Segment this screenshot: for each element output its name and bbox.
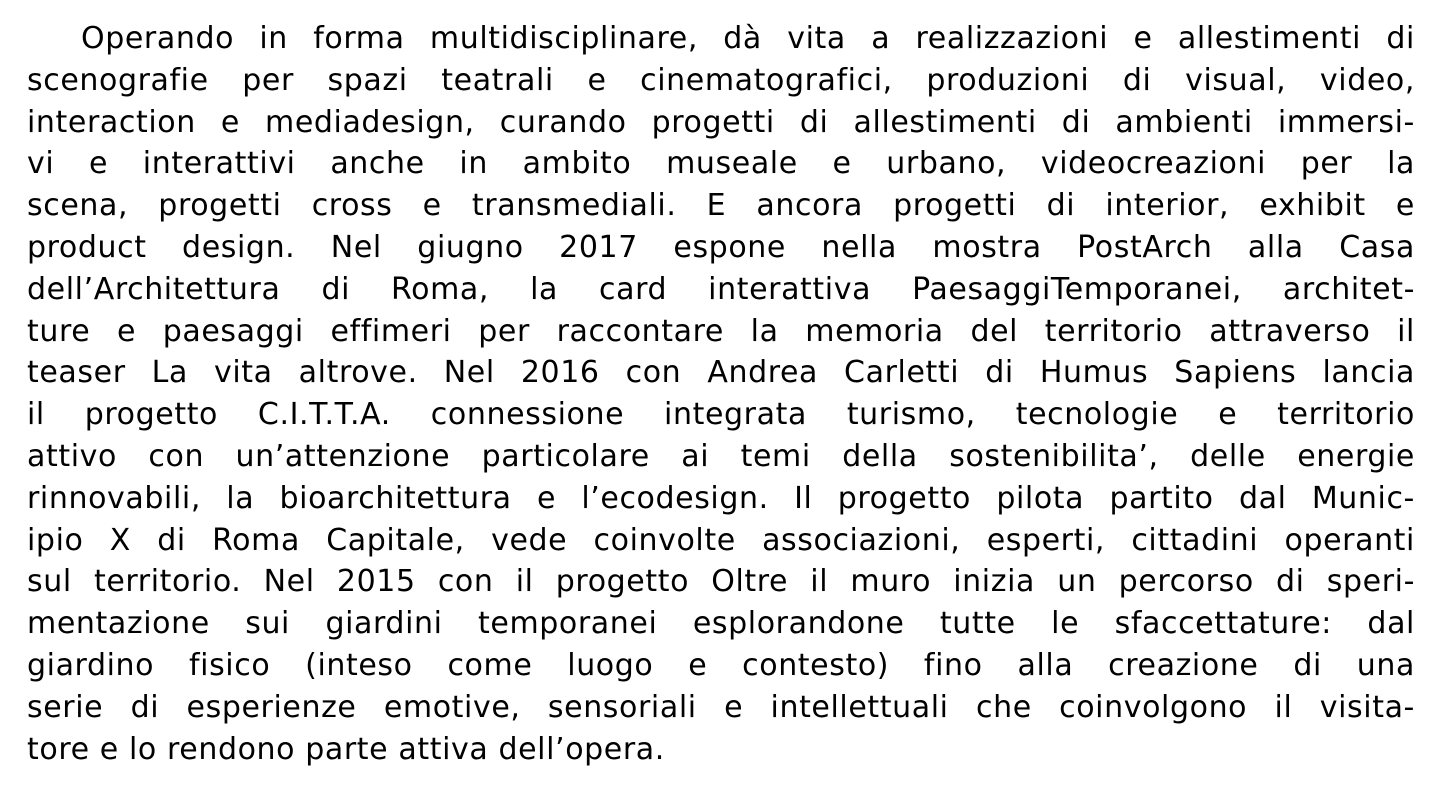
paragraph-line: vi e interattivi anche in ambito museale e urbano, videocreazioni per la [27,146,1415,182]
paragraph-line: scenografie per spazi teatrali e cinematografici, produzioni di visual, video, [27,62,1415,98]
paragraph-line: product design. Nel giugno 2017 espone nella mostra PostArch alla Casa [27,229,1415,265]
paragraph-line: sul territorio. Nel 2015 con il progetto Oltre il muro inizia un percorso di speri- [27,564,1415,600]
paragraph-line: serie di esperienze emotive, sensoriali e intellettuali che coinvolgono il visita- [27,689,1415,725]
paragraph-line: mentazione sui giardini temporanei esplorandone tutte le sfaccettature: dal [27,606,1415,642]
paragraph-line: giardino fisico (inteso come luogo e contesto) fino alla creazione di una [27,647,1415,683]
body-paragraph [27,18,1415,770]
paragraph-line: tore e lo rendono parte attiva dell’opera. [27,731,665,767]
paragraph-line: dell’Architettura di Roma, la card interattiva PaesaggiTemporanei, architet- [27,271,1415,307]
paragraph-line: teaser La vita altrove. Nel 2016 con Andrea Carletti di Humus Sapiens lancia [27,355,1415,391]
paragraph-line: attivo con un’attenzione particolare ai temi della sostenibilita’, delle energie [27,438,1415,474]
paragraph-line: ture e paesaggi effimeri per raccontare la memoria del territorio attraverso il [27,313,1415,349]
paragraph-line: ipio X di Roma Capitale, vede coinvolte associazioni, esperti, cittadini operanti [27,522,1415,558]
paragraph-line: scena, progetti cross e transmediali. E ancora progetti di interior, exhibit e [27,188,1415,224]
paragraph-line: il progetto C.I.T.T.A. connessione integrata turismo, tecnologie e territorio [27,397,1415,433]
paragraph-line: rinnovabili, la bioarchitettura e l’ecodesign. Il progetto pilota partito dal Munic- [27,480,1415,516]
paragraph-line: interaction e mediadesign, curando progetti di allestimenti di ambienti immersi- [27,104,1415,140]
paragraph-line: Operando in forma multidisciplinare, dà vita a realizzazioni e allestimenti di [81,21,1415,56]
